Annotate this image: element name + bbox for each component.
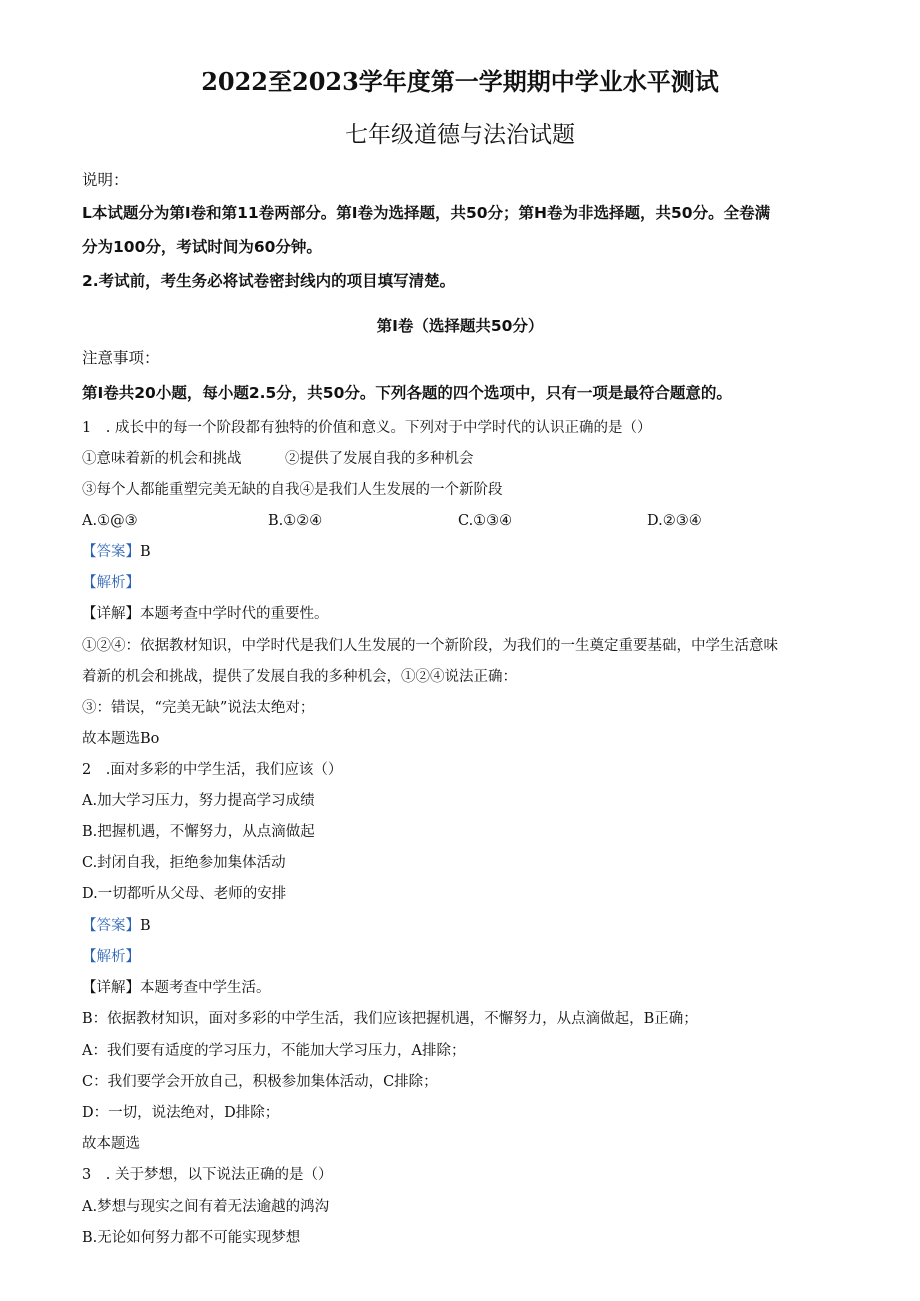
q1-option-d: D.②③④ [647, 513, 702, 529]
q1-answer-value: B [140, 544, 151, 560]
q3-option-b: B.无论如何努力都不可能实现梦想 [82, 1230, 301, 1246]
attention-heading: 注意事项： [82, 349, 160, 367]
q1-conclusion: 故本题选Bo [82, 731, 160, 747]
q2-option-d: D.一切都听从父母、老师的安排 [82, 886, 287, 902]
q1-analysis-label: 【解析】 [82, 575, 140, 591]
q1-explanation-2: 着新的机会和挑战，提供了发展自我的多种机会，①②④说法正确： [82, 669, 517, 685]
exam-subtitle: 七年级道德与法治试题 [345, 122, 575, 148]
q2-explanation-1: B：依据教材知识，面对多彩的中学生活，我们应该把握机遇，不懈努力，从点滴做起，B正确； [82, 1011, 698, 1027]
q1-explanation-3: ③：错误，“完美无缺”说法太绝对； [82, 700, 315, 716]
notes-line-2: 分为100分，考试时间为60分钟。 [82, 238, 322, 256]
q3-option-a: A.梦想与现实之间有着无法逾越的鸿沟 [82, 1199, 330, 1215]
q1-option-a: A.①@③ [82, 513, 138, 529]
q2-option-a: A.加大学习压力，努力提高学习成绩 [82, 793, 315, 809]
exam-title: 2022至2023学年度第一学期期中学业水平测试 [201, 67, 719, 96]
q2-answer-value: B [140, 918, 151, 934]
q1-explanation-1: ①②④：依据教材知识，中学时代是我们人生发展的一个新阶段，为我们的一生奠定重要基础，中学生活意味 [82, 638, 778, 654]
q2-option-b: B.把握机遇，不懈努力，从点滴做起 [82, 824, 315, 840]
q1-answer-label: 【答案】 [82, 544, 140, 560]
q1-answer [82, 542, 151, 562]
q2-detail: 【详解】本题考查中学生活。 [82, 980, 271, 996]
q3-stem: 3 . 关于梦想，以下说法正确的是（） [82, 1167, 333, 1183]
section-instruction: 第Ⅰ卷共20小题，每小题2.5分，共50分。下列各题的四个选项中，只有一项是最符合题意的。 [82, 384, 732, 402]
q1-option-b: B.①②④ [268, 513, 323, 529]
q2-explanation-3: C：我们要学会开放自己，积极参加集体活动，C排除； [82, 1074, 438, 1090]
notes-line-1: L本试题分为第Ⅰ卷和第11卷两部分。第Ⅰ卷为选择题，共50分；第H卷为非选择题，共50分。全卷满 [82, 204, 771, 222]
q2-answer-label: 【答案】 [82, 918, 140, 934]
q1-items-line-2: ③每个人都能重塑完美无缺的自我④是我们人生发展的一个新阶段 [82, 482, 503, 498]
notes-line-3: 2.考试前，考生务必将试卷密封线内的项目填写清楚。 [82, 272, 456, 290]
q2-option-c: C.封闭自我，拒绝参加集体活动 [82, 855, 286, 871]
q2-analysis-label: 【解析】 [82, 949, 140, 965]
q2-conclusion: 故本题选 [82, 1136, 140, 1152]
q2-explanation-4: D：一切，说法绝对，D排除； [82, 1105, 280, 1121]
q1-option-c: C.①③④ [458, 513, 513, 529]
q2-stem: 2 .面对多彩的中学生活，我们应该（） [82, 762, 343, 778]
q2-answer [82, 916, 151, 936]
q1-items-line-1: ①意味着新的机会和挑战 ②提供了发展自我的多种机会 [82, 451, 474, 467]
section-title: 第Ⅰ卷（选择题共50分） [376, 317, 544, 335]
q2-explanation-2: A：我们要有适度的学习压力，不能加大学习压力，A排除； [82, 1043, 466, 1059]
q1-stem: 1 . 成长中的每一个阶段都有独特的价值和意义。下列对于中学时代的认识正确的是（） [82, 420, 652, 436]
q1-detail: 【详解】本题考查中学时代的重要性。 [82, 606, 329, 622]
notes-heading: 说明： [82, 171, 129, 189]
